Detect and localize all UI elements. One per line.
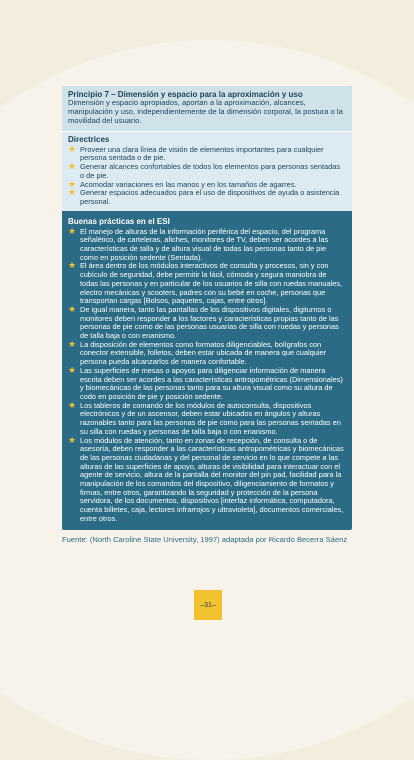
- star-icon: ★: [68, 225, 77, 236]
- list-item: [68, 399, 346, 437]
- principle-title: Principio 7 – Dimensión y espacio para la aproximación y uso: [68, 90, 303, 99]
- list-item-text: Proveer una clara línea de visión de elementos importantes para cualquier persona sentada o de pie.: [80, 144, 324, 163]
- star-icon: ★: [68, 143, 77, 154]
- list-item-text: Acomodar variaciones en las manos y en los tamaños de agarres.: [80, 179, 297, 189]
- star-icon: ★: [68, 434, 77, 445]
- list-item: [68, 189, 346, 206]
- principle-card: [62, 86, 352, 530]
- list-item: [68, 163, 346, 180]
- list-item: [68, 262, 346, 306]
- buenas-practicas-title: Buenas prácticas en el ESI: [68, 216, 170, 226]
- directrices-section: [62, 131, 352, 211]
- source-caption: Fuente: (North Caroline State University, 1997) adaptada por Ricardo Becerra Sáenz: [62, 535, 348, 544]
- star-icon: ★: [68, 187, 77, 198]
- list-item: [68, 303, 346, 341]
- page-number: –31–: [194, 590, 222, 620]
- list-item: [68, 434, 346, 524]
- list-item-text: Las superficies de mesas o apoyos para diligenciar información de manera escrita deben ser acordes a las características antropométricas (Dimensionales) y biomecánicas de las personas tanto para su altura visual como su altura de codo en posición de pie y posición sedente.: [80, 365, 343, 401]
- star-icon: ★: [68, 338, 77, 349]
- star-icon: ★: [68, 399, 77, 410]
- list-item-text: De igual manera, tanto las pantallas de los dispositivos digitales, digiturnos o monitores deben responder a los factores y características propias tanto de las personas de pie como de las personas usuarias de silla con ruedas y personas de talla baja o con enanismo.: [80, 304, 339, 341]
- directrices-list: [68, 143, 346, 207]
- buenas-practicas-section: [62, 211, 352, 528]
- list-item-text: Los tableros de comando de los módulos de autoconsulta, dispositivos electrónicos y de un ascensor, deben estar ubicados en ángulos y alturas razonables tanto para las personas de pie como para las personas sentadas en su silla con ruedas y personas de talla baja o con enanismo.: [80, 400, 341, 436]
- list-item: [68, 143, 346, 163]
- star-icon: ★: [68, 161, 77, 172]
- list-item-text: Generar alcances confortables de todos los elementos para personas sentadas o de pie.: [80, 162, 341, 180]
- buenas-practicas-list: [68, 225, 346, 524]
- list-item: [68, 364, 346, 402]
- directrices-title: Directrices: [68, 134, 110, 144]
- list-item-text: Los módulos de atención, tanto en zonas de recepción, de consulta o de asesoría, deben responder a las características antropométricas y biomecánicas de las personas ciudadanas y del personal de servicio en lo que compete a las alturas de las superficies de apoyo, alturas de visibilidad para interactuar con el agente de servicio, altura de la pantalla del monitor del pin pad, facilidad para la manipulación de los comandos del dispositivo, diligenciamiento de formatos y firmas, entre otros, garantizando la seguridad y protección de la persona servidora, de los documentos, dispositivos [interfaz informática, computadora, cuenta billetes, caja, lectores infrarrojos y ultravioleta], documentos comerciales, entre otros.: [80, 435, 344, 523]
- star-icon: ★: [68, 178, 77, 189]
- star-icon: ★: [68, 303, 77, 314]
- list-item-text: Generar espacios adecuados para el uso de dispositivos de ayuda o asistencia personal.: [80, 188, 340, 206]
- principle-header: [62, 86, 352, 131]
- star-icon: ★: [68, 260, 77, 271]
- list-item-text: El manejo de alturas de la información periférica del espacio, del programa señalético, de carteleras, afiches, monitores de TV, deben ser acordes a las características de talla y de altura visual de todas las personas tanto de pie como en posición sedente (Sentada).: [80, 226, 329, 262]
- list-item: [68, 338, 346, 367]
- list-item: [68, 225, 346, 263]
- star-icon: ★: [68, 364, 77, 375]
- principle-description: Dimensión y espacio apropiados, aportan a la aproximación, alcances, manipulación y uso, independientemente de la dimensión corporal, la postura o la movilidad del usuario.: [68, 98, 343, 125]
- list-item-text: El área dentro de los módulos interactivos de consulta y procesos, sin y con cubículo de seguridad, debe permitir la fácil, cómoda y segura maniobra de todas las personas y en particular de los usuarios de silla con ruedas manuales, electro mecánicas y scooters, padres con su bebé en coche, personas que transportan cargas [Bolsos, paquetes, cajas, entre otros].: [80, 261, 343, 306]
- list-item-text: La disposición de elementos como formatos diligenciables, bolígrafos con conector extensible, folletos, deben estar ubicada de manera que cualquier persona pueda alcanzarlos de manera confortable.: [80, 339, 327, 367]
